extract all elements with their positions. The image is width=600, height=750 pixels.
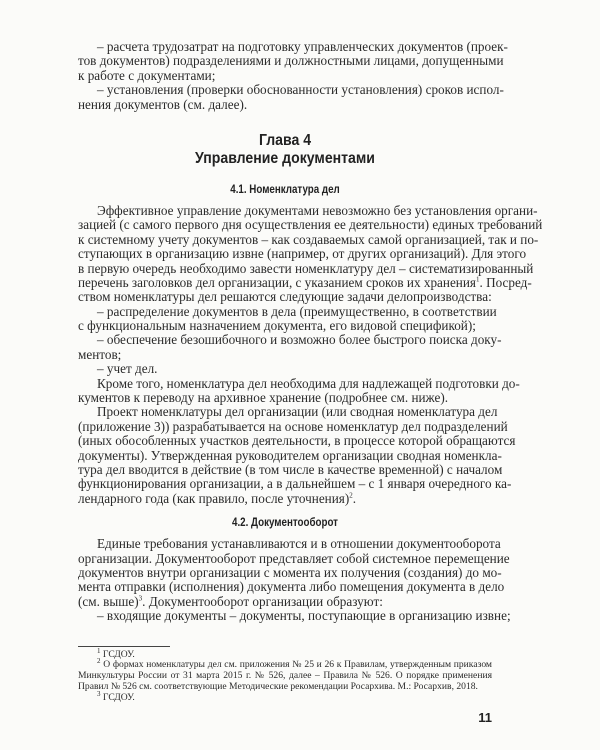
text-line (78, 461, 503, 477)
text-line (78, 303, 497, 319)
text-line (78, 492, 492, 506)
text-line (78, 418, 508, 434)
line-text-continued: . Документооборот организации образуют: (142, 593, 383, 609)
line-text-continued: . (352, 490, 357, 506)
line-text: – входящие документы – документы, поступающие в организацию извне; (97, 608, 511, 624)
text-line (78, 246, 527, 262)
footnote-marker: 1 (97, 646, 101, 655)
line-text: кументов к переводу на архивное хранение (подробнее см. ниже). (78, 390, 449, 406)
text-line (78, 274, 532, 290)
section-body-4-1 (78, 202, 543, 506)
text-line (78, 391, 492, 405)
page-number: 11 (478, 710, 492, 725)
line-text: документы). Утвержденная руководителем организации сводная номенкла- (78, 447, 502, 463)
text-line (78, 98, 492, 112)
line-text: документов внутри организации с момента их получения (создания) до мо- (78, 564, 502, 580)
footnote-line (78, 689, 492, 704)
chapter-number: Глава 4 (258, 131, 312, 149)
chapter-title: Управление документами (195, 149, 375, 167)
line-text: Проект номенклатуры дел организации (или сводная номенклатура дел (97, 404, 498, 420)
footnote-reference: 3 (138, 594, 143, 603)
text-line (78, 550, 510, 566)
text-line (78, 290, 492, 304)
text-line (78, 231, 539, 247)
line-text: мента отправки (исполнения) документа либо помещения документа в дело (78, 579, 505, 595)
line-text: зацией (с самого первого дня осуществления ее деятельности) единых требований (78, 217, 543, 233)
text-line (78, 202, 538, 218)
line-text: Кроме того, номенклатура дел необходима для надлежащей подготовки до- (97, 375, 520, 391)
footnote-line (78, 682, 492, 693)
text-line (78, 362, 492, 376)
line-text: с функциональным назначением документа, его видовой спецификой); (78, 318, 476, 334)
line-text: к системному учету документов – как создаваемых самой организацией, так и по- (78, 231, 539, 247)
line-text: – установления (проверки обоснованности установления) сроков испол- (97, 82, 504, 98)
intro-list (78, 39, 508, 112)
line-text: ГСДОУ. (102, 648, 135, 660)
line-text: тов документов) подразделениями и должностными лицами, допущенными (78, 53, 504, 69)
line-text: О формах номенклатуры дел см. приложения № 25 и 26 к Правилам, утвержденным приказом (103, 659, 492, 671)
line-text-continued: . Посред- (479, 274, 532, 290)
footnote-reference: 1 (476, 275, 480, 284)
line-text: перечень заголовков дел организации, с указанием сроков их хранения (78, 274, 476, 290)
line-text: (приложение 3)) разрабатывается на основе номенклатур дел подразделений (78, 418, 508, 434)
text-line (78, 39, 508, 54)
line-text: Эффективное управление документами невозможно без установления органи- (97, 202, 538, 218)
text-line (78, 476, 512, 492)
line-text: ступающих в организацию извне (например, от других организаций). Для этого (78, 246, 527, 262)
line-text: (иных обособленных участков деятельности, в процессе которой обращаются (78, 433, 516, 449)
footnote-marker: 2 (97, 657, 101, 666)
line-text: – учет дел. (97, 361, 158, 377)
book-page (78, 39, 543, 703)
line-text: – расчета трудозатрат на подготовку управленческих документов (проек- (97, 39, 508, 54)
section-title-4-1: 4.1. Номенклатура дел (230, 183, 340, 196)
footnote-marker: 3 (97, 689, 101, 698)
text-line (78, 375, 520, 391)
footnote-divider (78, 646, 170, 647)
text-line (78, 447, 502, 463)
text-line (78, 404, 498, 420)
line-text: к работе с документами; (78, 67, 216, 83)
line-text: в первую очередь необходимо завести номенклатуру дел – систематизированный (78, 260, 534, 276)
text-line (78, 579, 505, 595)
line-text: ГСДОУ. (102, 691, 135, 703)
text-line (78, 348, 492, 362)
line-text: ством номенклатуры дел решаются следующие задачи делопроизводства: (78, 289, 492, 305)
line-text: функционирования организации, а в дальнейшем – с 1 января очередного ка- (78, 476, 512, 492)
line-text: Правил № 526 см. соответствующие Методические рекомендации Росархива. М.: Росархив, 2018. (78, 680, 478, 692)
line-text: лендарного года (как правило, после уточнения) (78, 490, 350, 506)
section-title-4-2: 4.2. Документооборот (232, 517, 338, 530)
text-line (78, 332, 502, 348)
text-line (78, 536, 501, 552)
line-text: Единые требования устанавливаются и в отношении документооборота (97, 536, 501, 552)
text-line (78, 82, 504, 98)
line-text: – обеспечение безошибочного и возможно более быстрого поиска доку- (97, 332, 502, 348)
text-line (78, 217, 543, 233)
chapter-heading (103, 132, 467, 168)
line-text: нения документов (см. далее). (78, 96, 248, 112)
line-text: (см. выше) (78, 593, 139, 609)
text-line (78, 433, 516, 449)
section-body-4-2 (78, 536, 511, 624)
text-line (78, 319, 492, 333)
text-line (78, 595, 492, 609)
line-text: ментов; (78, 346, 122, 362)
text-line (78, 53, 504, 69)
line-text: Минкультуры России от 31 марта 2015 г. № 526, далее – Правила № 526. О порядке применения (78, 670, 492, 682)
text-line (78, 608, 511, 624)
line-text: организации. Документооборот представляет собой системное перемещение (78, 550, 510, 566)
text-line (78, 69, 492, 83)
footnotes (78, 646, 492, 704)
line-text: – распределение документов в дела (преимущественно, в соответствии (97, 303, 497, 319)
text-line (78, 260, 534, 276)
line-text: тура дел вводится в действие (в том числе в качестве временной) с началом (78, 461, 503, 477)
text-line (78, 564, 502, 580)
footnote-reference: 2 (349, 491, 353, 500)
